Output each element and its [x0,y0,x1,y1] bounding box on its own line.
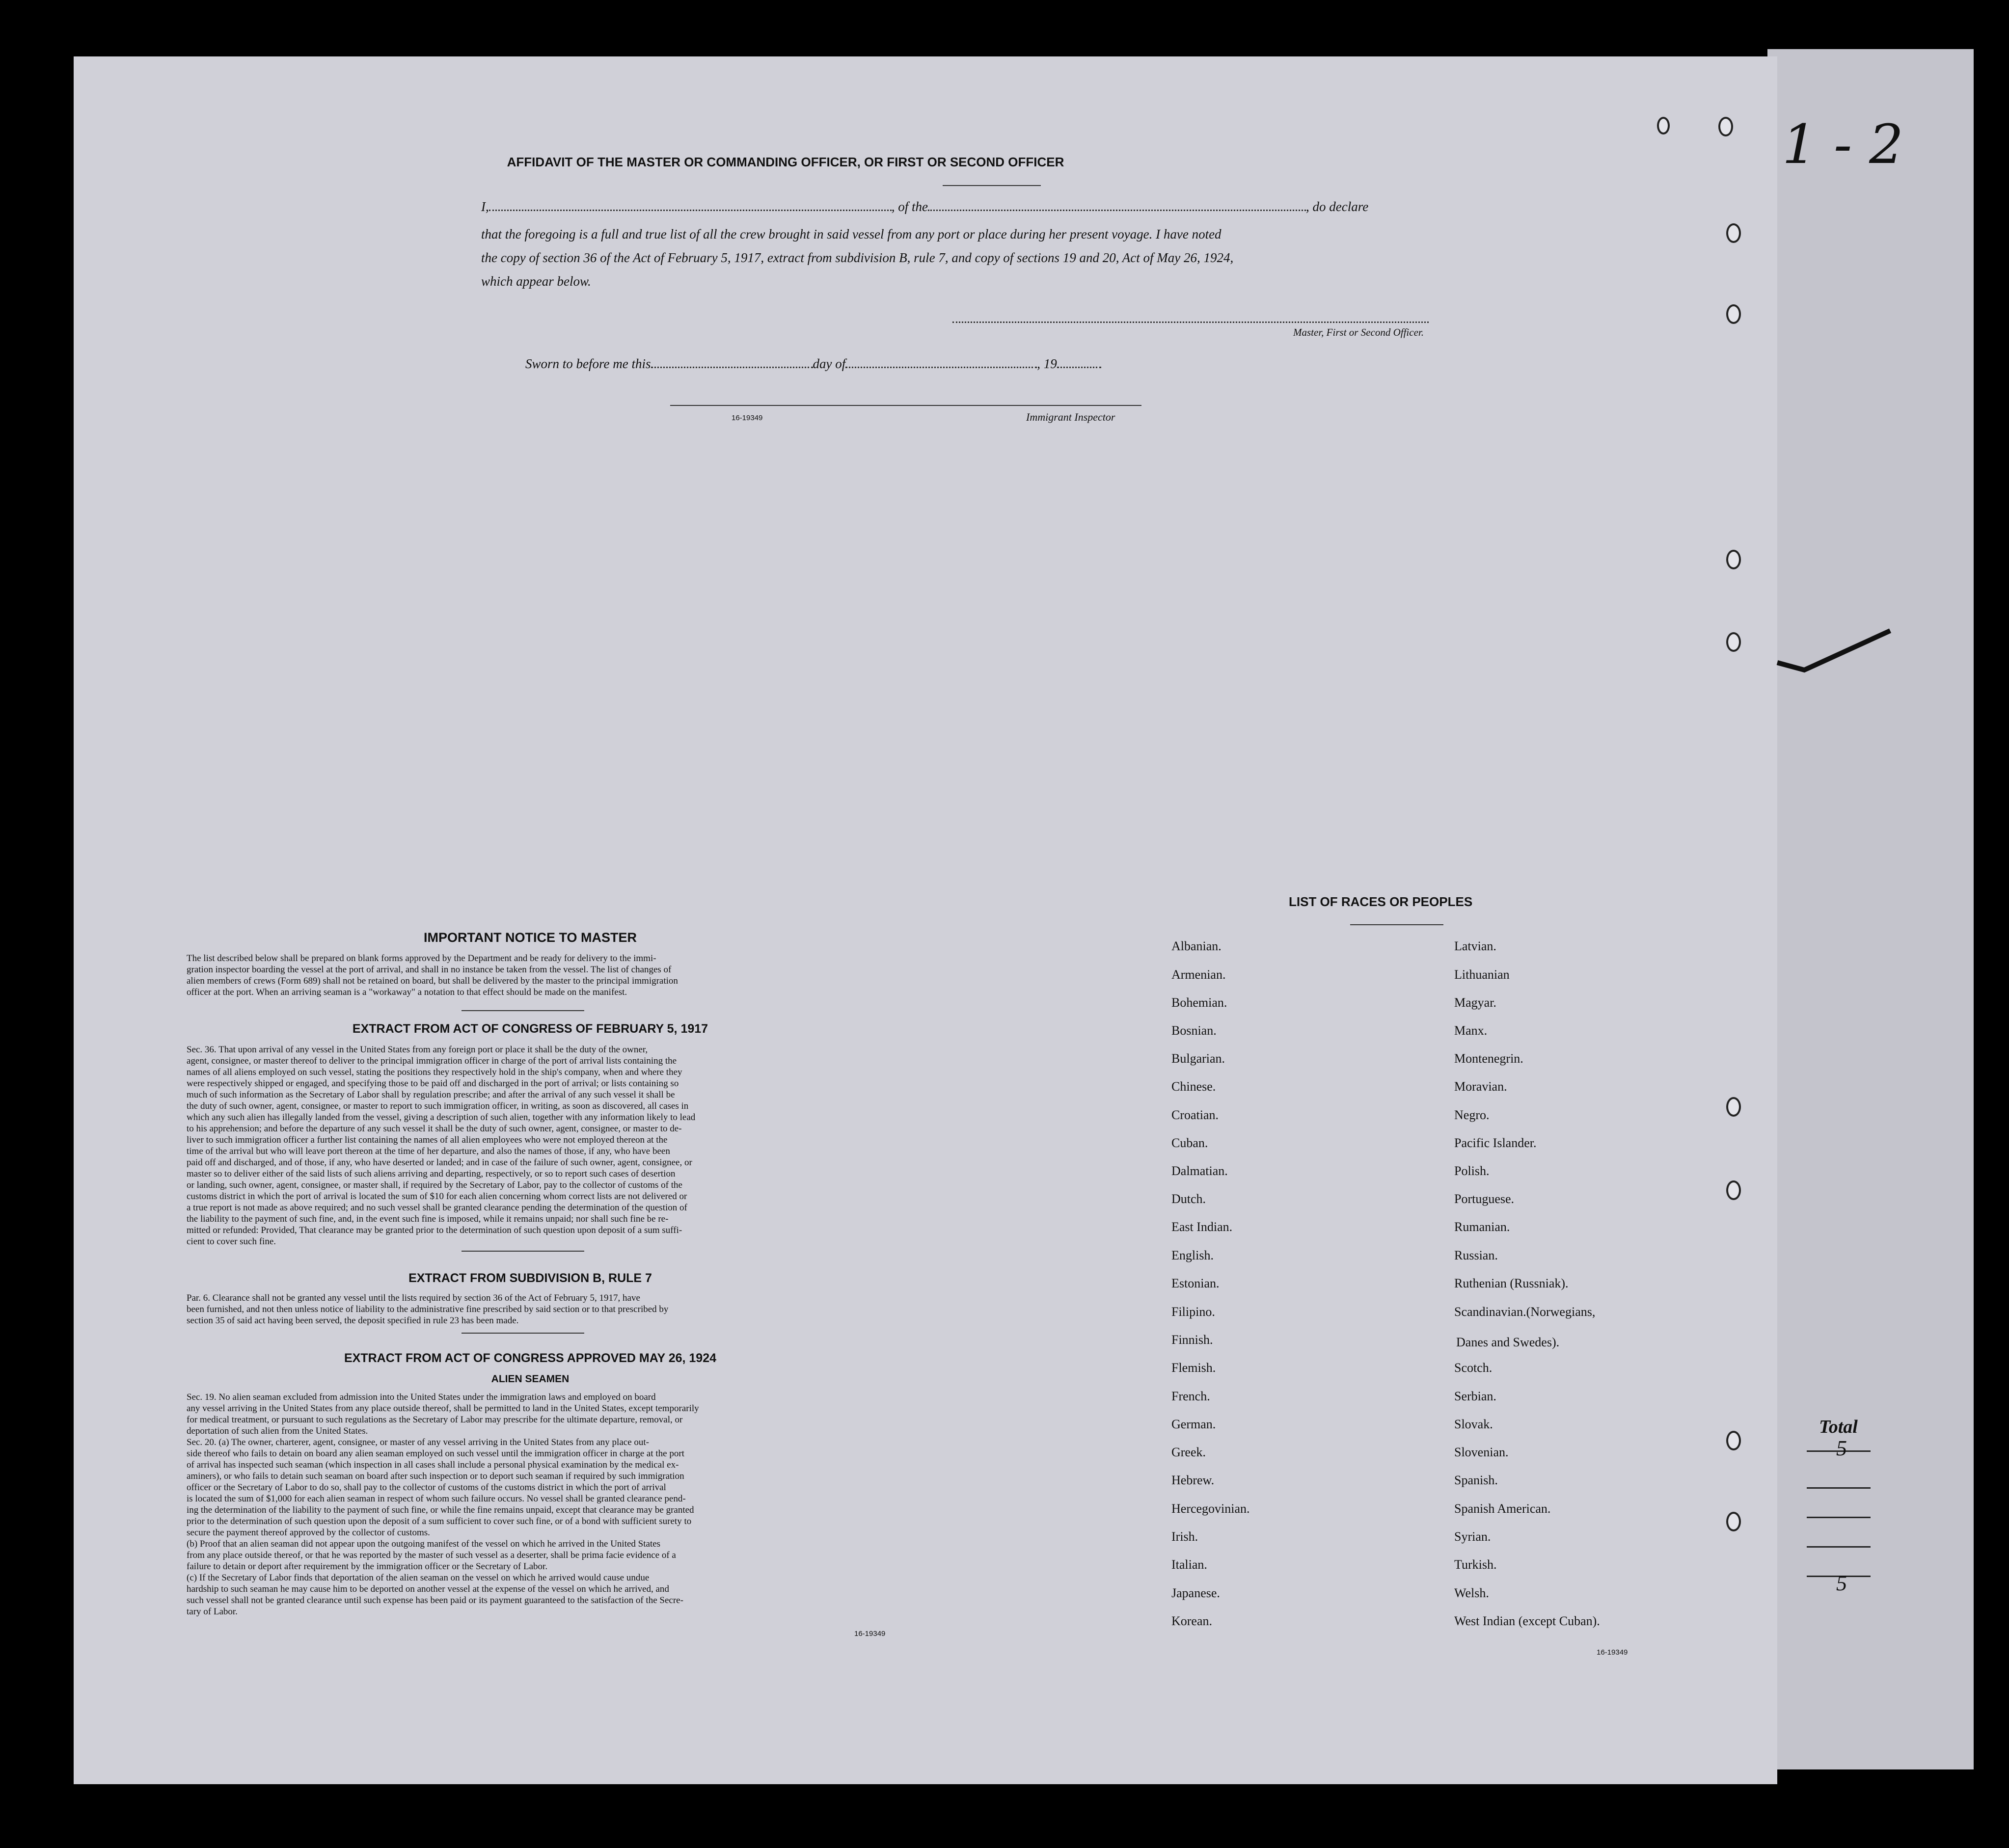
extract-1917-line: a true report is not made as above required; and no such vessel shall be granted clearance pending the determination of the question of [187,1203,687,1213]
extract-form-number: 16-19349 [854,1630,886,1638]
affidavit-of-the-label: , of the [891,199,928,214]
section-divider [462,1251,584,1252]
sworn-label: Sworn to before me this [525,356,651,371]
binder-hole [1726,1512,1741,1531]
extract-1917-line: mitted or refunded: Provided, That clearance may be granted prior to the determination of such question upon deposit of a sum suffi- [187,1225,682,1235]
race-item: Syrian. [1454,1529,1491,1544]
extract-1924-title: EXTRACT FROM ACT OF CONGRESS APPROVED MAY 26, 1924 [344,1351,717,1365]
extract-1917-line: names of all aliens employed on such vessel, stating the positions they respectively hold in the ship's company, when and where they [187,1067,682,1077]
title-divider [943,185,1041,186]
affidavit-declaration-line [481,199,1497,214]
race-item: Italian. [1171,1557,1207,1572]
race-item: German. [1171,1417,1216,1431]
extract-1917-line: were respectively shipped or engaged, and specifying those to be paid off and discharged in the port of arrival; or lists containing so [187,1078,679,1089]
binder-hole [1726,632,1741,652]
race-item: Manx. [1454,1023,1488,1038]
race-item: Slovenian. [1454,1445,1509,1459]
race-item: Pacific Islander. [1454,1136,1537,1150]
race-item: Slovak. [1454,1417,1493,1431]
extract-1917-line: cient to cover such fine. [187,1236,276,1247]
race-item: Dalmatian. [1171,1164,1228,1178]
binder-hole [1726,1431,1741,1450]
binder-hole [1726,1180,1741,1200]
race-item: West Indian (except Cuban). [1454,1614,1600,1628]
race-item: Hercegovinian. [1171,1501,1250,1516]
day-of-label: day of [813,356,846,371]
extract-1917-line: Sec. 36. That upon arrival of any vessel in the United States from any foreign port or place it shall be the duty of the owner, [187,1045,648,1055]
affidavit-body-line: which appear below. [481,274,591,289]
race-item: English. [1171,1248,1214,1262]
total-first-value: 5 [1836,1436,1847,1460]
extract-1917-line: master so to deliver either of the said lists of such aliens arriving and departing, respectively, or so to report such cases of desertion [187,1169,676,1179]
extract-1917-line: to his apprehension; and before the departure of any such vessel it shall be the duty of such owner, agent, consignee, or master to de- [187,1124,682,1134]
inspector-signature-line [670,405,1141,406]
extract-1924-line: of arrival has inspected such seaman (which inspection in all cases shall include a personal physical examination by the medical ex- [187,1460,679,1470]
extract-1917-line: which any such alien has illegally landed from the vessel, giving a description of such alien, together with any information likely to lead [187,1112,696,1123]
race-item: Portuguese. [1454,1192,1515,1206]
extract-1924-line: Sec. 19. No alien seaman excluded from admission into the United States under the immigration laws and employed on board [187,1392,656,1402]
extract-1917-line: agent, consignee, or master thereof to deliver to the principal immigration officer in charge of the port of arrival lists containing the [187,1056,677,1066]
master-signature-line [952,321,1429,323]
notice-line: officer at the port. When an arriving seaman is a "workaway" a notation to that effect should be made on the manifest. [187,987,627,997]
race-item: Negro. [1454,1108,1490,1122]
race-item: Lithuanian [1454,967,1510,982]
alien-seamen-subtitle: ALIEN SEAMEN [491,1373,570,1385]
race-item: Montenegrin. [1454,1051,1523,1066]
notice-line: alien members of crews (Form 689) shall not be retained on board, but shall be delivered by the master to the principal immigration [187,976,678,986]
sworn-month-blank [845,356,1037,368]
extract-1924-line: is located the sum of $1,000 for each alien seaman in respect of whom such failure occurs. No vessel shall be granted clearance pend- [187,1494,686,1504]
extract-1924-line: such vessel shall not be granted clearance until such expense has been paid or its payment guaranteed to the satisfaction of the Secre- [187,1595,683,1606]
master-signature-label: Master, First or Second Officer. [1293,326,1424,338]
extract-1924-line: for medical treatment, or pursuant to such regulations as the Secretary of Labor may prescribe for the ultimate departure, removal, or [187,1415,683,1425]
extract-1924-line: secure the payment thereof approved by the collector of customs. [187,1527,430,1538]
race-item: Chinese. [1171,1079,1216,1094]
extract-1924-line: Sec. 20. (a) The owner, charterer, agent, consignee, or master of any vessel arriving in the United States from any place out- [187,1437,649,1447]
sworn-line [525,356,1101,372]
rule-7-title: EXTRACT FROM SUBDIVISION B, RULE 7 [408,1271,652,1285]
extract-1924-line: aminers), or who fails to detain such seaman on board after such inspection or to deport such seaman if required by such immigration [187,1471,684,1481]
race-item: Cuban. [1171,1136,1208,1150]
affidavit-body-line: that the foregoing is a full and true list of all the crew brought in said vessel from any port or place during her present voyage. I have noted [481,227,1222,241]
race-item: Turkish. [1454,1557,1497,1572]
total-label: Total [1819,1417,1858,1437]
race-item: French. [1171,1389,1210,1403]
adjacent-page-edge [1767,49,1974,1769]
extract-1924-line: (c) If the Secretary of Labor finds that deportation of the alien seaman on the vessel on which he arrived would cause undue [187,1573,650,1583]
race-item: Greek. [1171,1445,1206,1459]
rule-7-body [187,1292,874,1326]
extract-1917-line: liver to such immigration officer a further list containing the names of all alien employees who were not employed thereon at the [187,1135,668,1145]
race-item: Moravian. [1454,1079,1507,1094]
extract-1917-line: or landing, such owner, agent, consignee, or master shall, if required by the Secretary of Labor, pay to the collector of customs of the [187,1180,682,1190]
race-item: Spanish. [1454,1473,1498,1487]
total-rule [1807,1487,1871,1489]
sworn-day-blank [651,356,813,368]
race-scandinavian-continued: Danes and Swedes). [1456,1335,1560,1349]
extract-1924-line: (b) Proof that an alien seaman did not appear upon the outgoing manifest of the vessel on which he arrived in the United States [187,1539,661,1549]
race-item: Polish. [1454,1164,1490,1178]
sworn-year-blank [1057,356,1101,368]
race-item: Bosnian. [1171,1023,1217,1038]
extract-1917-line: paid off and discharged, and of those, if any, who have deserted or landed; and in case of the failure of such owner, agent, consignee, or [187,1157,692,1168]
race-item: Russian. [1454,1248,1498,1262]
affidavit-body-line: the copy of section 36 of the Act of February 5, 1917, extract from subdivision B, rule 7, and copy of sections 19 and 20, Act of May 26, 1924, [481,250,1234,265]
extract-1924-line: deportation of such alien from the United States. [187,1426,368,1436]
rule-7-line: been furnished, and not then unless notice of liability to the administrative fine prescribed by said section or to that prescribed by [187,1304,669,1314]
notice-line: gration inspector boarding the vessel at the port of arrival, and shall in no instance be taken from the vessel. The list of changes of [187,964,672,975]
manifest-sheet [74,56,1777,1784]
affidavit-title: AFFIDAVIT OF THE MASTER OR COMMANDING OFFICER, OR FIRST OR SECOND OFFICER [507,155,1064,169]
total-second-value: 5 [1836,1571,1847,1595]
section-divider [462,1010,584,1011]
race-item: Magyar. [1454,995,1496,1010]
extract-1917-line: time of the arrival but who will leave port thereon at the time of her departure, and also the names of those, if any, who have been [187,1146,670,1156]
race-item: Korean. [1171,1614,1213,1628]
affidavit-declare-label: , do declare [1306,199,1369,214]
affidavit-i-label: I, [481,199,489,214]
extract-1924-line: side thereof who fails to detain on board any alien seaman employed on such vessel until the immigration officer in charge at the port [187,1448,684,1459]
race-item: Filipino. [1171,1305,1215,1319]
rule-7-line: section 35 of said act having been served, the deposit specified in rule 23 has been made. [187,1315,519,1326]
extract-1924-line: tary of Labor. [187,1607,238,1617]
binder-hole [1726,304,1741,324]
extract-1917-body [187,1044,874,1247]
race-item: Armenian. [1171,967,1226,982]
extract-1917-line: customs district in which the port of arrival is located the sum of $10 for each alien concerning whom correct lists are not delivered or [187,1191,687,1202]
affidavit-body [481,222,1497,293]
name-blank [489,199,892,211]
race-item: Spanish American. [1454,1501,1551,1516]
binder-hole [1718,117,1733,136]
race-item: Rumanian. [1454,1220,1510,1234]
extract-1924-line: prior to the determination of such question upon the deposit of a sum sufficient to cover such fine, or of a bond with sufficient surety to [187,1516,692,1527]
extract-1924-line: any vessel arriving in the United States from any place outside thereof, shall be permitted to land in the United States, except temporarily [187,1403,699,1414]
race-item: Finnish. [1171,1333,1213,1347]
races-form-number: 16-19349 [1597,1648,1628,1657]
race-item: Croatian. [1171,1108,1219,1122]
binder-hole [1726,550,1741,569]
race-item: Albanian. [1171,939,1222,953]
race-item: Bohemian. [1171,995,1227,1010]
extract-1924-line: ing the determination of the liability to the payment of such fine, or while the fine remains unpaid, except that clearance may be granted [187,1505,694,1515]
race-item: Scandinavian.(Norwegians, [1454,1305,1596,1319]
binder-hole [1726,1097,1741,1117]
race-item: Welsh. [1454,1586,1489,1600]
rule-7-line: Par. 6. Clearance shall not be granted any vessel until the lists required by section 36 of the Act of February 5, 1917, have [187,1293,640,1303]
race-item: Scotch. [1454,1361,1493,1375]
notice-line: The list described below shall be prepared on blank forms approved by the Department and be ready for delivery to the immi- [187,953,656,964]
binder-hole [1726,223,1741,243]
extract-1924-line: hardship to such seaman he may cause him to be deported on another vessel at the expense of the vessel on which he arrived, and [187,1584,669,1594]
race-item: Irish. [1171,1529,1198,1544]
total-rule [1807,1517,1871,1518]
handwritten-page-marks: 1 - 2 [1782,113,1904,176]
handwritten-check-stroke [1775,623,1893,687]
races-title: LIST OF RACES OR PEOPLES [1289,894,1473,909]
extract-1924-line: officer or the Secretary of Labor to do so, shall pay to the collector of customs of the customs district in which the port of arrival [187,1482,666,1493]
binder-hole [1657,117,1670,134]
races-title-divider [1350,924,1443,925]
section-divider [462,1333,584,1334]
affidavit-form-number: 16-19349 [732,414,763,422]
race-item: Bulgarian. [1171,1051,1225,1066]
extract-1924-line: failure to detain or deport after requirement by the immigration officer or the Secretary of Labor. [187,1561,548,1572]
extract-1924-body [187,1392,874,1617]
inspector-label: Immigrant Inspector [1026,411,1115,423]
race-item: Flemish. [1171,1361,1216,1375]
race-item: Latvian. [1454,939,1496,953]
race-item: East Indian. [1171,1220,1233,1234]
race-item: Dutch. [1171,1192,1206,1206]
race-item: Hebrew. [1171,1473,1215,1487]
extract-1917-line: the duty of such owner, agent, consignee, or master to report to such immigration officer, in writing, as soon as discovered, all cases in [187,1101,689,1111]
notice-body [187,953,874,998]
race-item: Ruthenian (Russniak). [1454,1276,1569,1290]
race-item: Japanese. [1171,1586,1220,1600]
race-item: Serbian. [1454,1389,1496,1403]
race-item: Estonian. [1171,1276,1220,1290]
extract-1924-line: from any place outside thereof, or that he was reported by the master of such vessel as a deserter, shall be prima facie evidence of a [187,1550,676,1560]
extract-1917-title: EXTRACT FROM ACT OF CONGRESS OF FEBRUARY 5, 1917 [352,1022,708,1036]
total-rule [1807,1546,1871,1548]
notice-title: IMPORTANT NOTICE TO MASTER [424,930,637,945]
year-label: , 19 [1037,356,1057,371]
vessel-blank [928,199,1306,211]
extract-1917-line: much of such information as the Secretary of Labor shall by regulation prescribe; and after the arrival of any such vessel it shall be [187,1090,675,1100]
extract-1917-line: the liability to the payment of such fine, and, in the event such fine is imposed, while it remains unpaid; nor shall such fine be re- [187,1214,669,1224]
